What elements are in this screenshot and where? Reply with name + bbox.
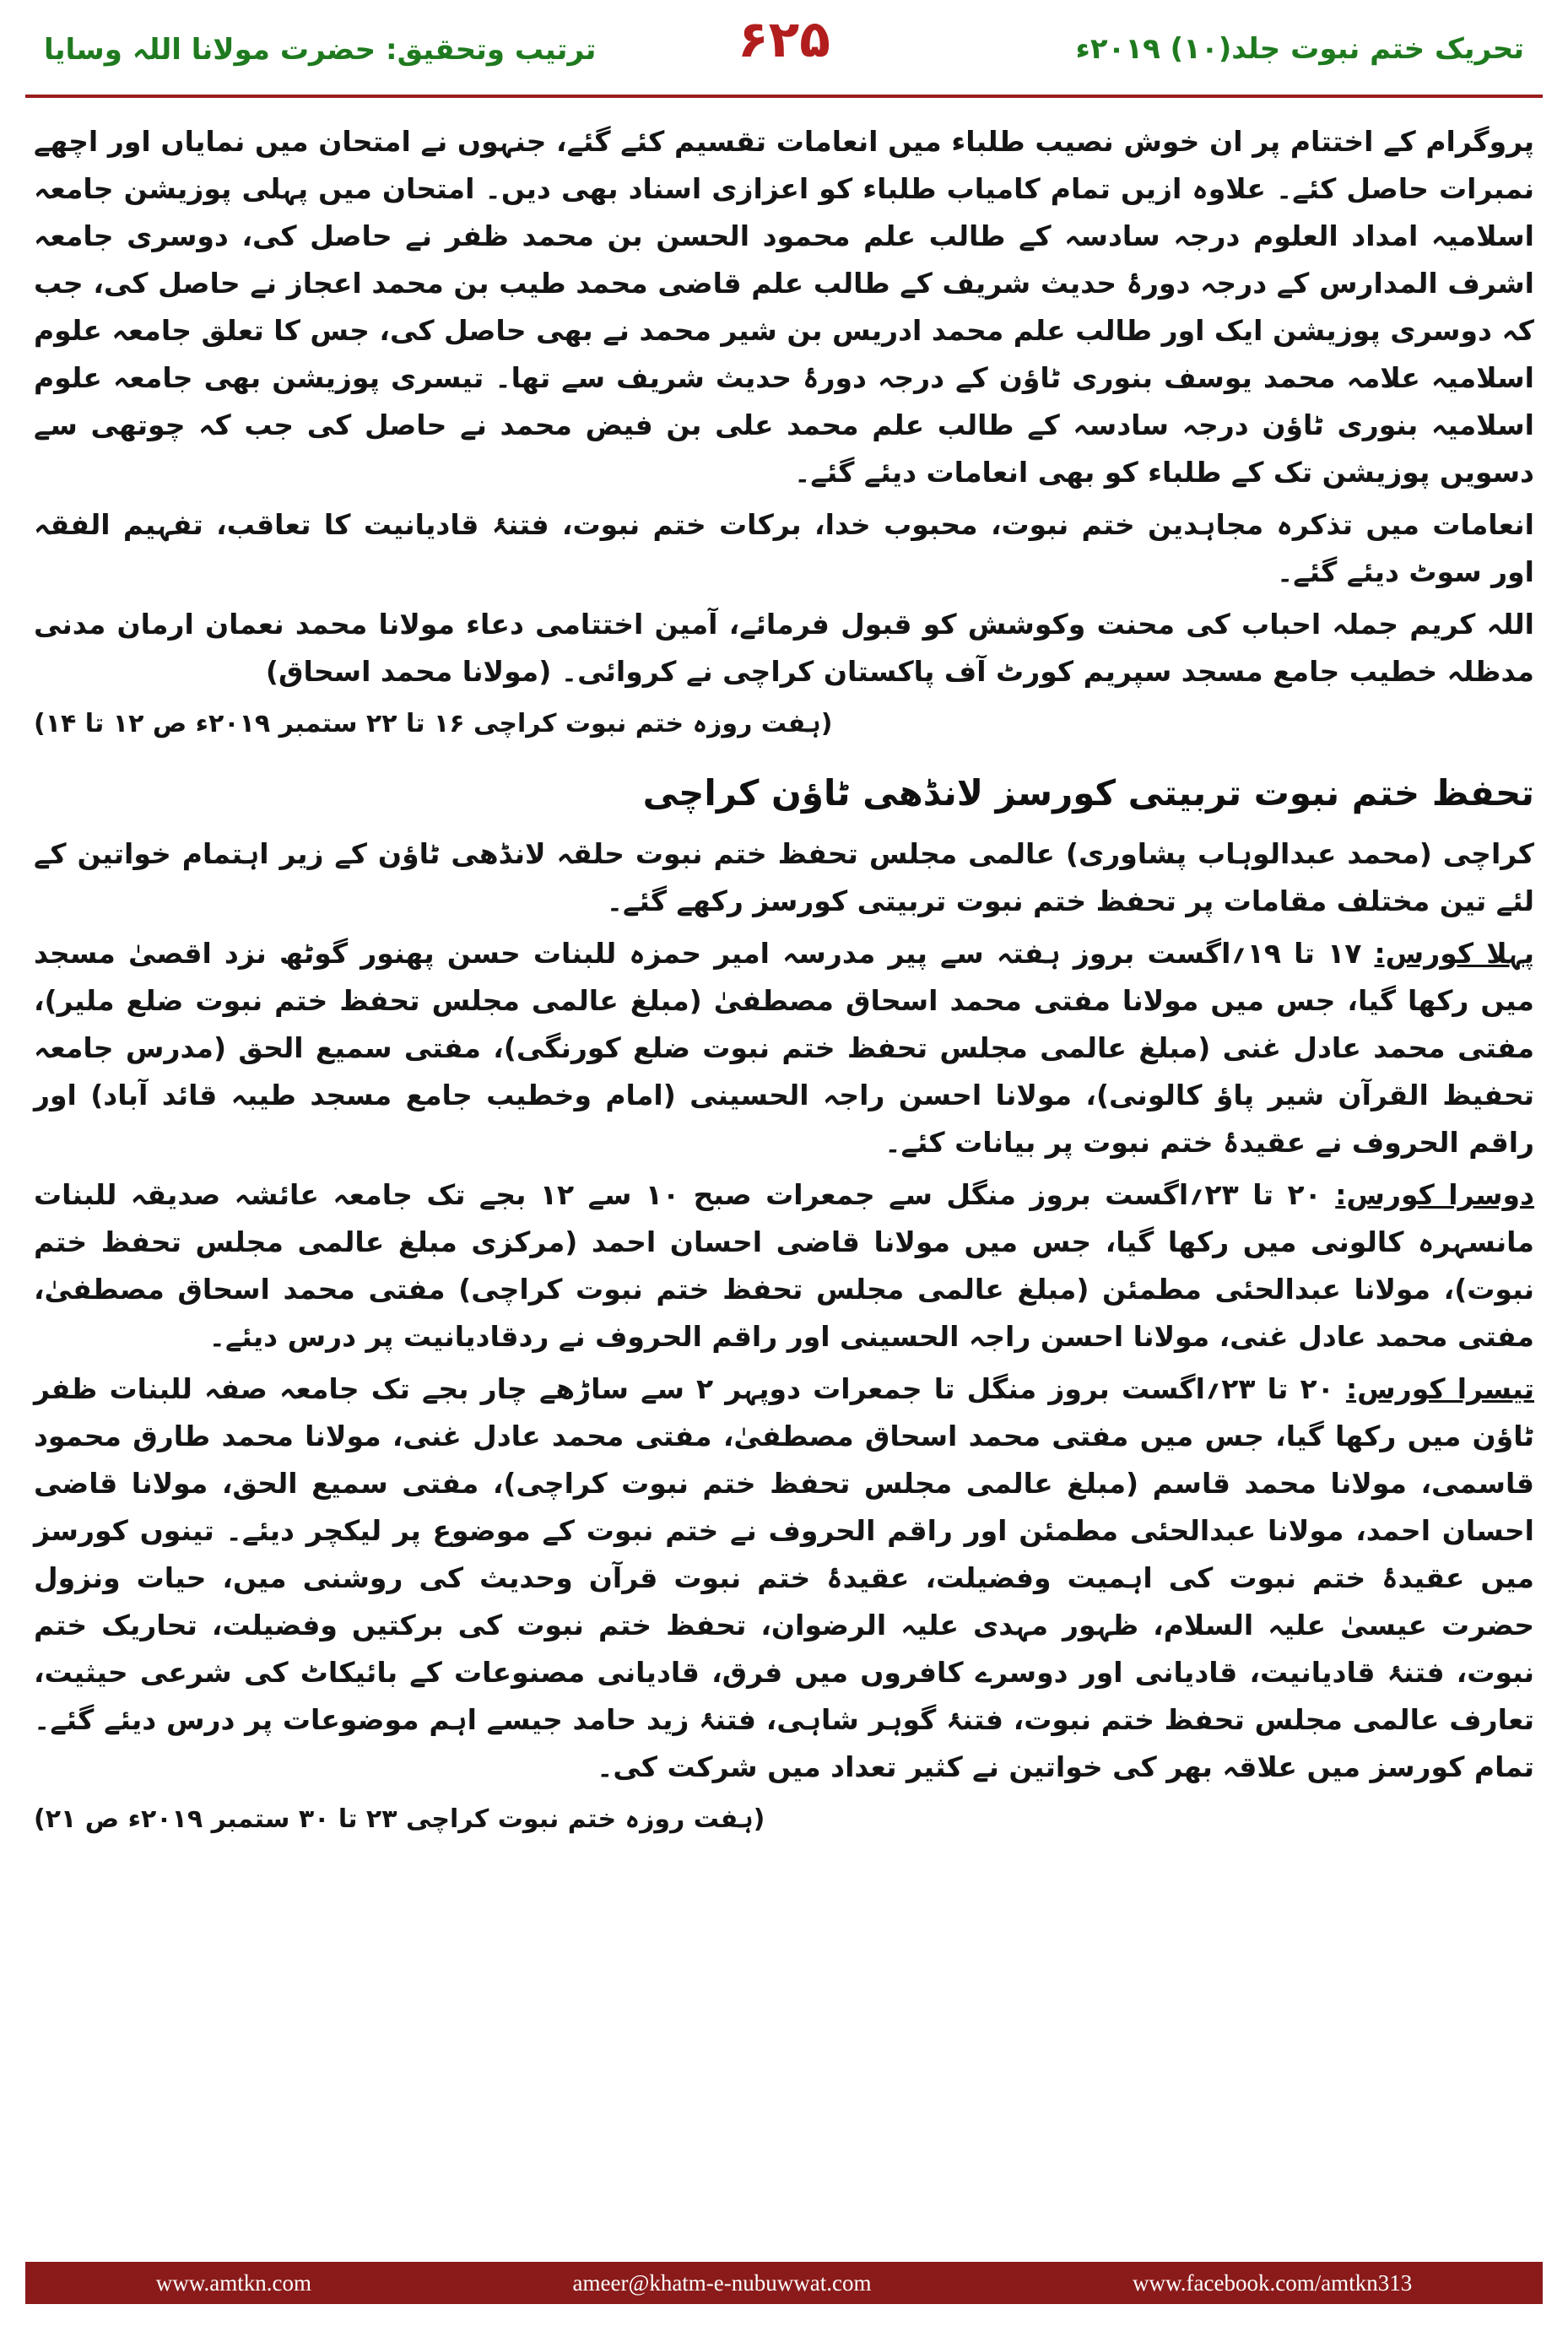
paragraph: اللہ کریم جملہ احباب کی محنت وکوشش کو قبول فرمائے، آمین اختتامی دعاء مولانا محمد نعمان ارمان مدنی مدظلہ خطیب جامع مسجد سپریم کورٹ آف پاکستان کراچی نے کروائی۔ (مولانا محمد اسحاق) (34, 608, 1534, 688)
citation-text: (ہفت روزہ ختم نبوت کراچی ۱۶ تا ۲۲ ستمبر ۲۰۱۹ء ص ۱۲ تا ۱۴) (34, 709, 833, 738)
book-title: تحریک ختم نبوت جلد(۱۰) ۲۰۱۹ء (1075, 32, 1524, 66)
paragraph: پروگرام کے اختتام پر ان خوش نصیب طلباء میں انعامات تقسیم کئے گئے، جنہوں نے امتحان میں نمایاں اور اچھے نمبرات حاصل کئے۔ علاوہ ازیں تمام کامیاب طلباء کو اعزازی اسناد بھی دیں۔ امتحان میں پہلی پوزیشن جامعہ اسلامیہ امداد العلوم درجہ سادسہ کے طالب علم محمود الحسن بن محمد ظفر نے حاصل کی، دوسری جامعہ اشرف المدارس کے درجہ دورۂ حدیث شریف کے طالب علم قاضی محمد طیب بن محمد اعجاز نے حاصل کی، جب کہ دوسری پوزیشن ایک اور طالب علم محمد ادریس بن شیر محمد نے بھی حاصل کی، جس کا تعلق جامعہ علوم اسلامیہ علامہ محمد یوسف بنوری ٹاؤن کے درجہ دورۂ حدیث شریف سے تھا۔ تیسری پوزیشن بھی جامعہ علوم اسلامیہ بنوری ٹاؤن درجہ سادسہ کے طالب علم محمد علی بن فیض محمد نے حاصل کی جب کہ چوتھی سے دسویں پوزیشن تک کے طلباء کو بھی انعامات دیئے گئے۔ (34, 125, 1534, 489)
website-link[interactable]: www.amtkn.com (155, 2269, 311, 2296)
source-citation (34, 1796, 1534, 1843)
course-paragraph (34, 930, 1534, 1166)
page-header (25, 0, 1543, 108)
compiler-credit: ترتیب وتحقیق: حضرت مولانا اللہ وسایا (44, 33, 597, 67)
course-label: تیسرا کورس: (1345, 1372, 1534, 1405)
course-paragraph (34, 1366, 1534, 1791)
course-text: ۲۰ تا ۲۳؍اگست بروز منگل تا جمعرات دوپہر ۲ سے ساڑھے چار بجے تک جامعہ صفہ للبنات ظفر ٹاؤن میں رکھا گیا، جس میں مفتی محمد اسحاق مصطفیٰ، مفتی محمد عادل غنی، مولانا محمد طارق محمود قاسمی، مولانا محمد قاسم (مبلغ عالمی مجلس تحفظ ختم نبوت کراچی)، مفتی سمیع الحق، مولانا قاضی احسان احمد، مولانا عبدالحئی مطمئن اور راقم الحروف نے ختم نبوت کے موضوع پر لیکچر دیئے۔ تینوں کورسز میں عقیدۂ ختم نبوت کی اہمیت وفضیلت، عقیدۂ ختم نبوت قرآن وحدیث کی روشنی میں، حیات ونزول حضرت عیسیٰ علیہ السلام، ظہور مہدی علیہ الرضوان، تحفظ ختم نبوت کی برکتیں وفضیلت، تحاریک ختم نبوت، فتنۂ قادیانیت، قادیانی اور دوسرے کافروں میں فرق، قادیانی مصنوعات کے بائیکاٹ کی شرعی حیثیت، تعارف عالمی مجلس تحفظ ختم نبوت، فتنۂ گوہر شاہی، فتنۂ زید حامد جیسے اہم موضوعات پر درس دیئے گئے۔ تمام کورسز میں علاقہ بھر کی خواتین نے کثیر تعداد میں شرکت کی۔ (34, 1372, 1534, 1783)
source-citation (34, 700, 1534, 748)
email-link[interactable]: ameer@khatm-e-nubuwwat.com (572, 2269, 872, 2296)
page-footer (25, 2262, 1543, 2304)
course-paragraph (34, 1171, 1534, 1360)
page-number: ۶۲۵ (738, 10, 830, 69)
course-label: دوسرا کورس: (1335, 1178, 1535, 1211)
citation-text: (ہفت روزہ ختم نبوت کراچی ۲۳ تا ۳۰ ستمبر ۲۰۱۹ء ص ۲۱) (34, 1804, 765, 1834)
course-text: ۲۰ تا ۲۳؍اگست بروز منگل سے جمعرات صبح ۱۰ سے ۱۲ بجے تک جامعہ عائشہ صدیقہ للبنات مانسہرہ کالونی میں رکھا گیا، جس میں مولانا قاضی احسان احمد (مرکزی مبلغ عالمی مجلس تحفظ ختم نبوت)، مولانا عبدالحئی مطمئن (مبلغ عالمی مجلس تحفظ ختم نبوت کراچی) مفتی محمد اسحاق مصطفیٰ، مفتی محمد عادل غنی، مولانا احسن راجہ الحسینی اور راقم الحروف نے ردقادیانیت پر درس دیئے۔ (34, 1178, 1534, 1353)
section-heading: تحفظ ختم نبوت تربیتی کورسز لانڈھی ٹاؤن کراچی (642, 772, 1534, 814)
header-divider (25, 95, 1543, 98)
paragraph: انعامات میں تذکرہ مجاہدین ختم نبوت، محبوب خدا، برکات ختم نبوت، فتنۂ قادیانیت کا تعاقب، تفہیم الفقہ اور سوٹ دیئے گئے۔ (34, 508, 1534, 588)
course-text: ۱۷ تا ۱۹؍اگست بروز ہفتہ سے پیر مدرسہ امیر حمزہ للبنات حسن پھنور گوٹھ نزد اقصیٰ مسجد میں رکھا گیا، جس میں مولانا مفتی محمد اسحاق مصطفیٰ (مبلغ عالمی مجلس تحفظ ختم نبوت ضلع ملیر)، مفتی محمد عادل غنی (مبلغ عالمی مجلس تحفظ ختم نبوت ضلع کورنگی)، مفتی سمیع الحق (مدرس جامعہ تحفیظ القرآن شیر پاؤ کالونی)، مولانا احسن راجہ الحسینی (امام وخطیب جامع مسجد طیبہ قائد آباد) اور راقم الحروف نے عقیدۂ ختم نبوت پر بیانات کئے۔ (34, 937, 1534, 1159)
facebook-link[interactable]: www.facebook.com/amtkn313 (1133, 2269, 1413, 2296)
course-label: پہلا کورس: (1374, 937, 1534, 970)
paragraph: کراچی (محمد عبدالوہاب پشاوری) عالمی مجلس تحفظ ختم نبوت حلقہ لانڈھی ٹاؤن کے زیر اہتمام خواتین کے لئے تین مختلف مقامات پر تحفظ ختم نبوت تربیتی کورسز رکھے گئے۔ (34, 837, 1534, 917)
page-body (34, 118, 1534, 2237)
